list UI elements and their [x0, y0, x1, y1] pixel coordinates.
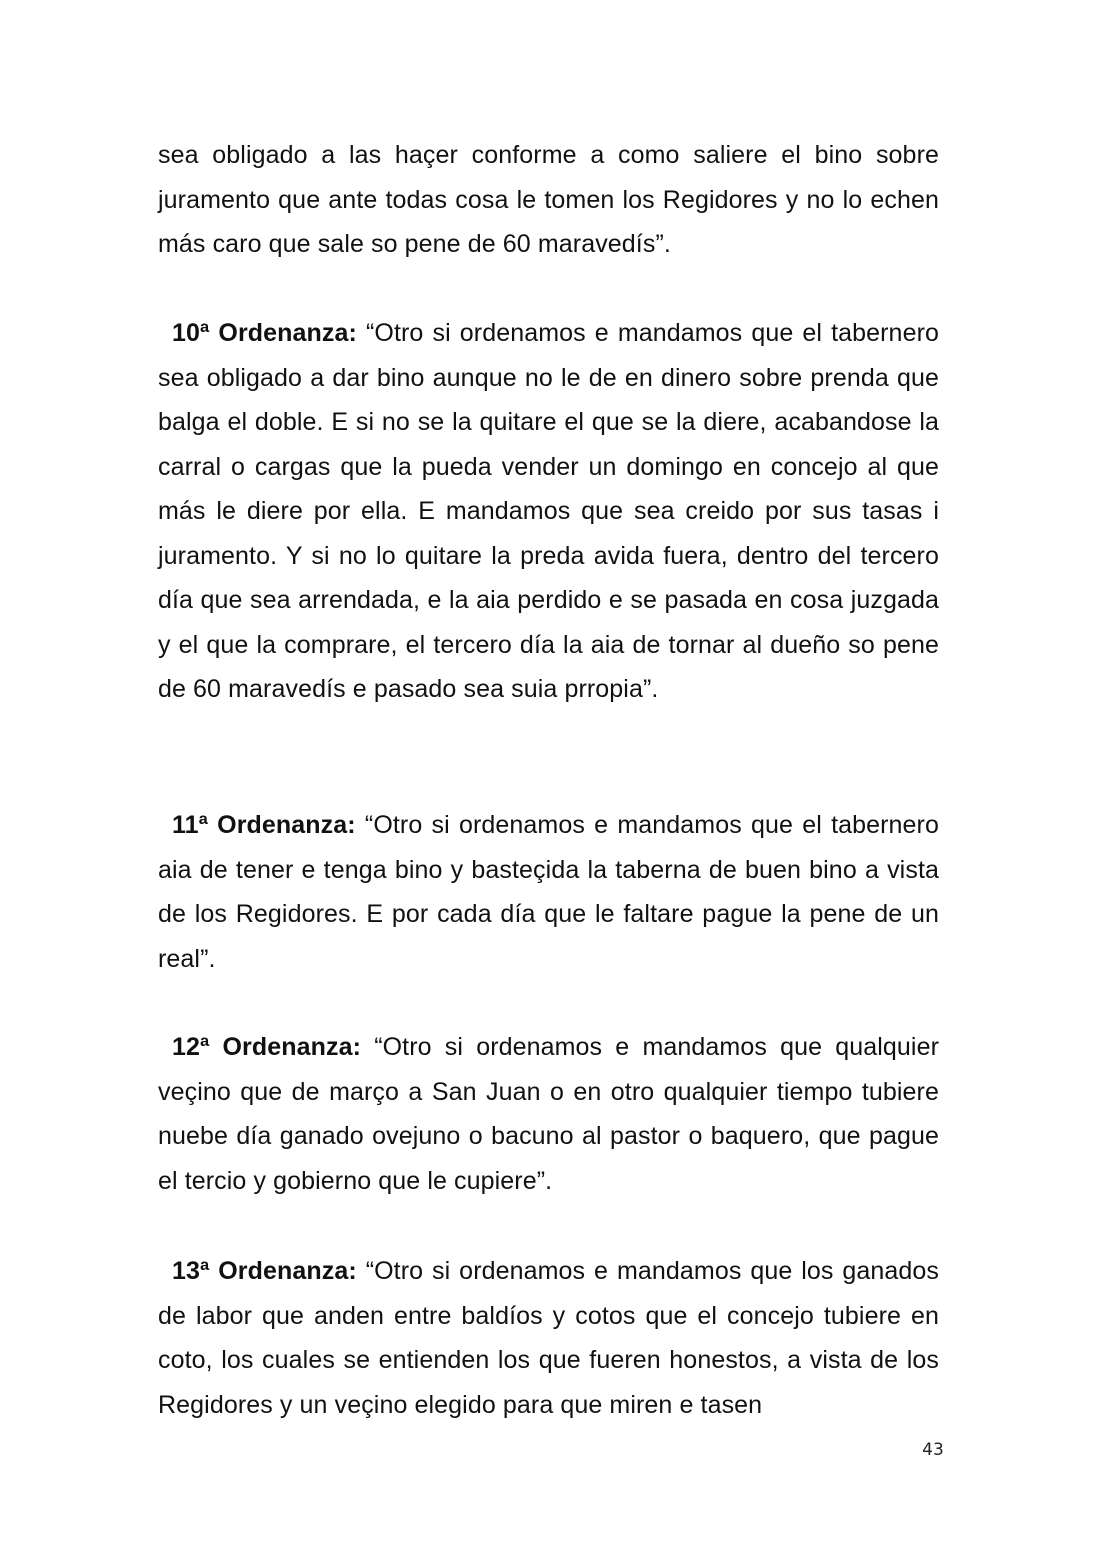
- paragraph-ordenanza-10: [158, 311, 939, 712]
- paragraph-ordenanza-12: [158, 1025, 939, 1203]
- page-number: 43: [922, 1440, 944, 1460]
- paragraph-continuation: [158, 133, 939, 267]
- ordenanza-heading: 11ª Ordenanza:: [172, 811, 356, 839]
- paragraph-body: sea obligado a las haçer conforme a como saliere el bino sobre juramento que ante todas cosa le tomen los Regidores y no lo echen más caro que sale so pene de 60 maravedís”.: [158, 141, 939, 258]
- ordenanza-heading: 10ª Ordenanza:: [172, 319, 357, 347]
- paragraph-body: “Otro si ordenamos e mandamos que el tabernero aia de tener e tenga bino y basteçida la taberna de buen bino a vista de los Regidores. E por cada día que le faltare pague la pene de un real”.: [158, 811, 939, 973]
- ordenanza-heading: 12ª Ordenanza:: [172, 1033, 362, 1061]
- paragraph-ordenanza-13: [158, 1249, 939, 1427]
- paragraph-body: “Otro si ordenamos e mandamos que el tabernero sea obligado a dar bino aunque no le de en dinero sobre prenda que balga el doble. E si no se la quitare el que se la diere, acabandose la carral o cargas que la pueda vender un domingo en concejo al que más le diere por ella. E mandamos que sea creido por sus tasas i juramento. Y si no lo quitare la preda avida fuera, dentro del tercero día que sea arrendada, e la aia perdido e se pasada en cosa juzgada y el que la comprare, el tercero día la aia de tornar al dueño so pene de 60 maravedís e pasado sea suia prropia”.: [158, 319, 939, 703]
- ordenanza-heading: 13ª Ordenanza:: [172, 1257, 357, 1285]
- paragraph-body: “Otro si ordenamos e mandamos que qualquier veçino que de março a San Juan o en otro qualquier tiempo tubiere nuebe día ganado ovejuno o bacuno al pastor o baquero, que pague el tercio y gobierno que le cupiere”.: [158, 1033, 939, 1195]
- paragraph-ordenanza-11: [158, 803, 939, 981]
- paragraph-body: “Otro si ordenamos e mandamos que los ganados de labor que anden entre baldíos y cotos que el concejo tubiere en coto, los cuales se entienden los que fueren honestos, a vista de los Regidores y un veçino elegido para que miren e tasen: [158, 1257, 940, 1419]
